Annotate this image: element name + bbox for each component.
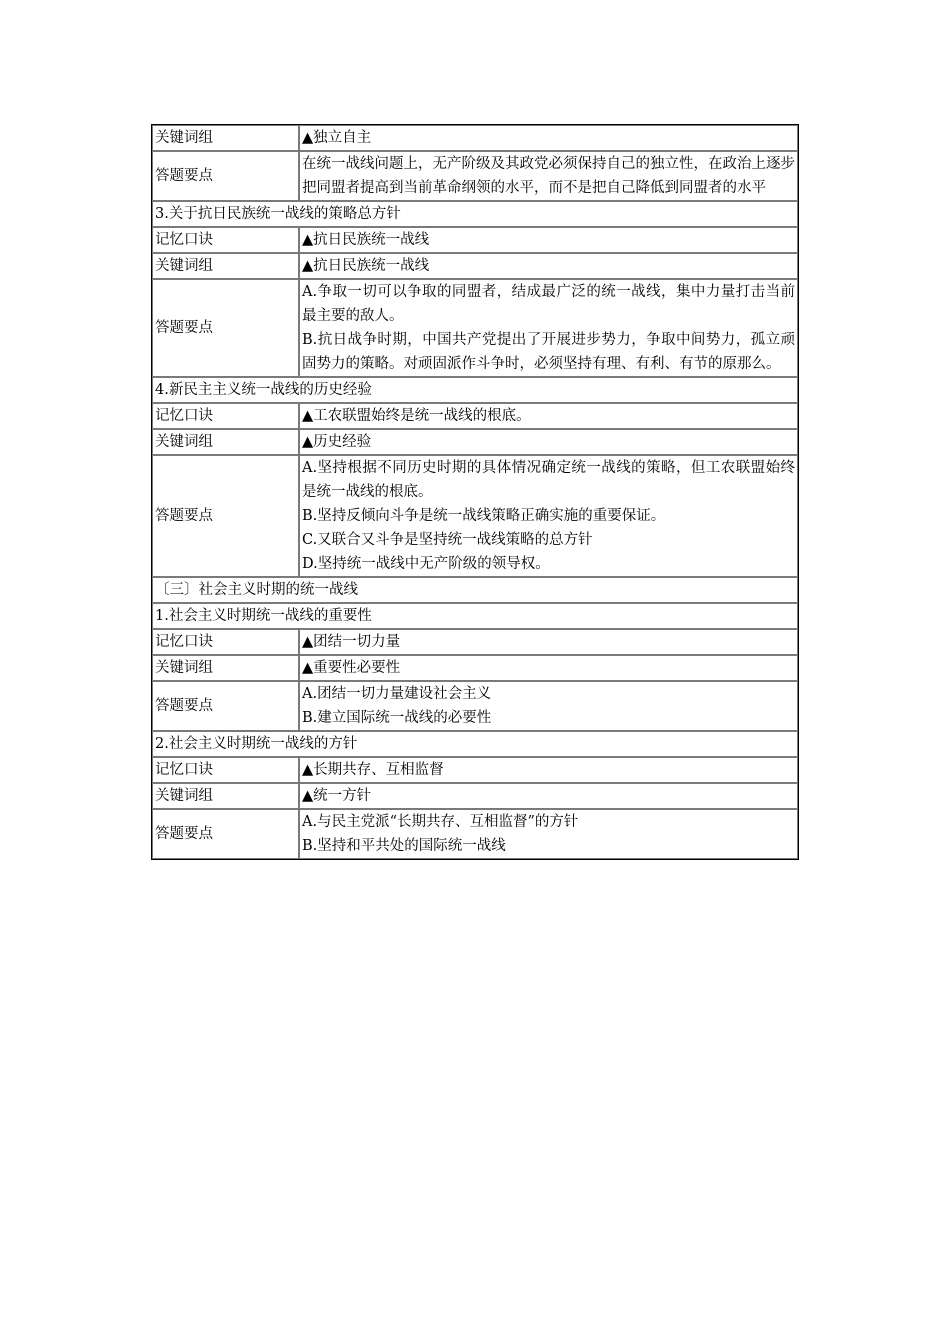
row-label: 关键词组 bbox=[152, 783, 299, 809]
section-header-row bbox=[152, 201, 798, 227]
content-line: B.坚持反倾向斗争是统一战线策略正确实施的重要保证。 bbox=[302, 508, 666, 524]
section-title: 4.新民主主义统一战线的历史经验 bbox=[152, 377, 798, 403]
row-content bbox=[299, 125, 798, 151]
content-line: B.抗日战争时期，中国共产党提出了开展进步势力，争取中间势力，孤立顽固势力的策略。对顽固派作斗争时，必须坚持有理、有利、有节的原那么。 bbox=[302, 332, 795, 372]
content-line: C.又联合又斗争是坚持统一战线策略的总方针 bbox=[302, 532, 593, 548]
table-row bbox=[152, 151, 798, 201]
row-label: 记忆口诀 bbox=[152, 629, 299, 655]
section-header-row bbox=[152, 577, 798, 603]
row-content bbox=[299, 757, 798, 783]
row-label: 关键词组 bbox=[152, 125, 299, 151]
table-row bbox=[152, 681, 798, 731]
content-line: 在统一战线问题上，无产阶级及其政党必须保持自己的独立性，在政治上逐步把同盟者提高到当前革命纲领的水平，而不是把自己降低到同盟者的水平 bbox=[302, 156, 795, 196]
content-line: A.坚持根据不同历史时期的具体情况确定统一战线的策略，但工农联盟始终是统一战线的根底。 bbox=[302, 460, 795, 500]
content-line: B.坚持和平共处的国际统一战线 bbox=[302, 838, 506, 854]
row-content bbox=[299, 681, 798, 731]
row-content bbox=[299, 783, 798, 809]
row-content bbox=[299, 403, 798, 429]
table-row bbox=[152, 655, 798, 681]
section-title: 3.关于抗日民族统一战线的策略总方针 bbox=[152, 201, 798, 227]
table-row bbox=[152, 757, 798, 783]
row-content bbox=[299, 253, 798, 279]
content-line: B.建立国际统一战线的必要性 bbox=[302, 710, 492, 726]
row-content bbox=[299, 809, 798, 859]
row-label: 答题要点 bbox=[152, 681, 299, 731]
row-content bbox=[299, 279, 798, 377]
row-label: 答题要点 bbox=[152, 809, 299, 859]
content-line: A.争取一切可以争取的同盟者，结成最广泛的统一战线，集中力量打击当前最主要的敌人。 bbox=[302, 284, 795, 324]
content-line: ▲抗日民族统一战线 bbox=[302, 232, 430, 248]
content-line: ▲独立自主 bbox=[302, 130, 372, 146]
study-notes-table bbox=[151, 124, 799, 860]
row-content bbox=[299, 227, 798, 253]
content-line: ▲重要性必要性 bbox=[302, 660, 401, 676]
section-header-row bbox=[152, 377, 798, 403]
row-label: 关键词组 bbox=[152, 253, 299, 279]
section-title: 2.社会主义时期统一战线的方针 bbox=[152, 731, 798, 757]
content-line: ▲工农联盟始终是统一战线的根底。 bbox=[302, 408, 531, 424]
table-row bbox=[152, 125, 798, 151]
table-row bbox=[152, 253, 798, 279]
section-header-row bbox=[152, 603, 798, 629]
row-label: 答题要点 bbox=[152, 279, 299, 377]
section-header-row bbox=[152, 731, 798, 757]
row-label: 答题要点 bbox=[152, 151, 299, 201]
content-line: ▲历史经验 bbox=[302, 434, 372, 450]
row-content bbox=[299, 629, 798, 655]
row-label: 关键词组 bbox=[152, 655, 299, 681]
row-label: 记忆口诀 bbox=[152, 227, 299, 253]
row-label: 记忆口诀 bbox=[152, 403, 299, 429]
content-line: ▲抗日民族统一战线 bbox=[302, 258, 430, 274]
content-line: A.与民主党派“长期共存、互相监督”的方针 bbox=[302, 814, 579, 830]
content-line: ▲统一方针 bbox=[302, 788, 372, 804]
content-line: ▲团结一切力量 bbox=[302, 634, 401, 650]
table-row bbox=[152, 455, 798, 577]
section-title: 〔三〕社会主义时期的统一战线 bbox=[152, 577, 798, 603]
table-row bbox=[152, 429, 798, 455]
row-content bbox=[299, 429, 798, 455]
section-title: 1.社会主义时期统一战线的重要性 bbox=[152, 603, 798, 629]
content-line: D.坚持统一战线中无产阶级的领导权。 bbox=[302, 556, 550, 572]
row-label: 答题要点 bbox=[152, 455, 299, 577]
table-row bbox=[152, 403, 798, 429]
row-content bbox=[299, 151, 798, 201]
row-label: 关键词组 bbox=[152, 429, 299, 455]
content-line: ▲长期共存、互相监督 bbox=[302, 762, 444, 778]
row-label: 记忆口诀 bbox=[152, 757, 299, 783]
table-body bbox=[152, 125, 798, 859]
content-line: A.团结一切力量建设社会主义 bbox=[302, 686, 492, 702]
table-row bbox=[152, 783, 798, 809]
table-row bbox=[152, 809, 798, 859]
table-row bbox=[152, 279, 798, 377]
table-row bbox=[152, 227, 798, 253]
row-content bbox=[299, 455, 798, 577]
table-row bbox=[152, 629, 798, 655]
row-content bbox=[299, 655, 798, 681]
